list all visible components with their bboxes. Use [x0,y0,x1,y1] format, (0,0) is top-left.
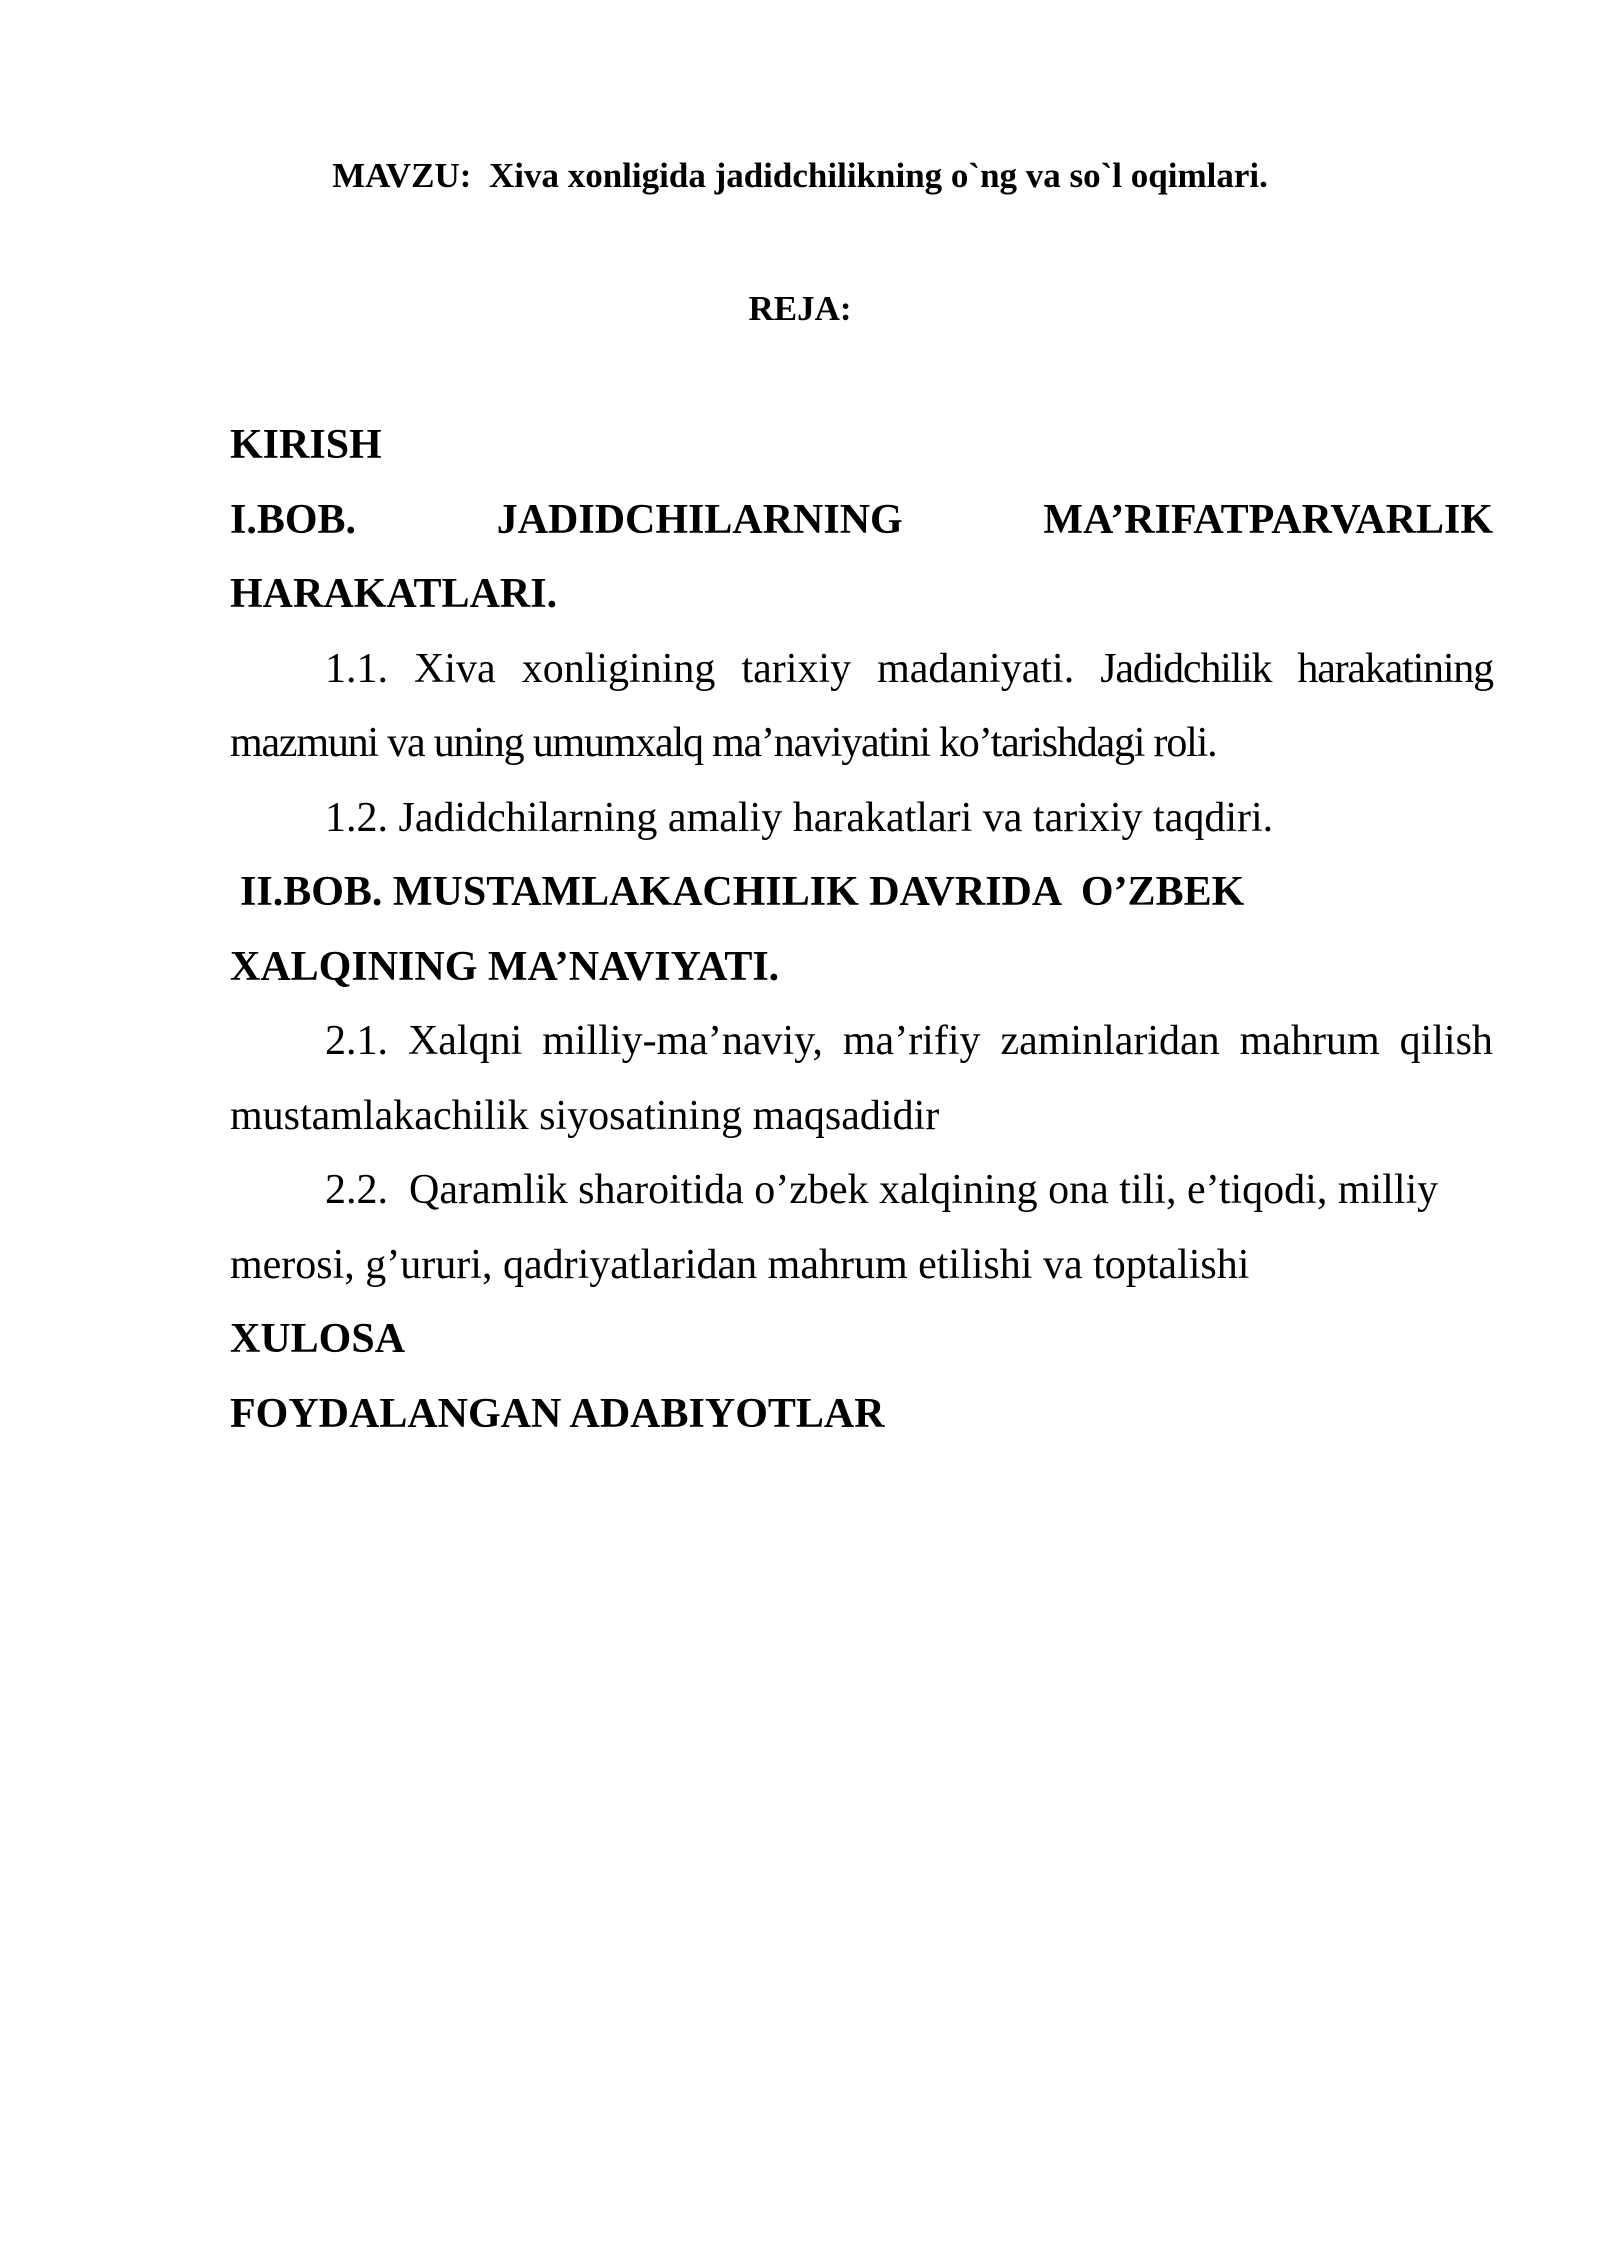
toc-word: 2.1. [325,1018,388,1064]
toc-word: tarixiy [741,645,852,692]
toc-chapter-1-title [230,483,1493,558]
toc-section-2-2-line-2: merosi, g’ururi, qadriyatlaridan mahrum etilishi va toptalishi [230,1241,1250,1288]
toc-word: Xiva [414,645,496,692]
toc-chapter-1-title-cont: HARAKATLARI. [230,571,558,617]
toc-chapter-2-title-cont: XALQINING MA’NAVIYATI. [230,943,780,990]
toc-section-2-2-line-1: 2.2. Qaramlik sharoitida o’zbek xalqining ona tili, e’tiqodi, milliy [325,1167,1439,1213]
toc-section-1-1-line-1 [230,632,1493,707]
toc-word: madaniyati. [877,645,1075,692]
toc-word: Jadidchilik [1100,645,1272,692]
toc-chapter-2-title: II.BOB. MUSTAMLAKACHILIK DAVRIDA O’ZBEK [240,869,1245,915]
toc-word: zaminlaridan [1000,1018,1220,1064]
table-of-contents [230,408,1493,1451]
toc-word: milliy-ma’naviy, [542,1018,823,1064]
toc-word: mahrum [1239,1018,1380,1064]
toc-chapter-1-word-1: JADIDCHILARNING [496,496,903,543]
toc-section-2-1-line-2: mustamlakachilik siyosatining maqsadidir [230,1092,940,1139]
toc-references: FOYDALANGAN ADABIYOTLAR [230,1390,885,1437]
toc-conclusion: XULOSA [230,1316,406,1362]
topic-title: MAVZU: Xiva xonligida jadidchilikning o`ng va so`l oqimlari. [332,156,1268,195]
toc-intro: KIRISH [230,422,382,468]
toc-word: qilish [1399,1018,1493,1064]
toc-word: harakatining [1297,645,1493,692]
toc-section-1-2: 1.2. Jadidchilarning amaliy harakatlari va tarixiy taqdiri. [325,794,1274,841]
toc-word: 1.1. [325,645,388,692]
toc-word: xonligining [521,645,716,692]
toc-section-2-1-line-1 [230,1004,1493,1079]
toc-chapter-1-word-2: MA’RIFATPARVARLIK [1043,496,1493,543]
toc-word: Xalqni [407,1018,523,1064]
plan-heading: REJA: [748,289,852,328]
toc-chapter-1-label: I.BOB. [230,496,357,543]
toc-word: ma’rifiy [842,1018,981,1064]
toc-section-1-1-line-2: mazmuni va uning umumxalq ma’naviyatini ko’tarishdagi roli. [230,720,1217,766]
